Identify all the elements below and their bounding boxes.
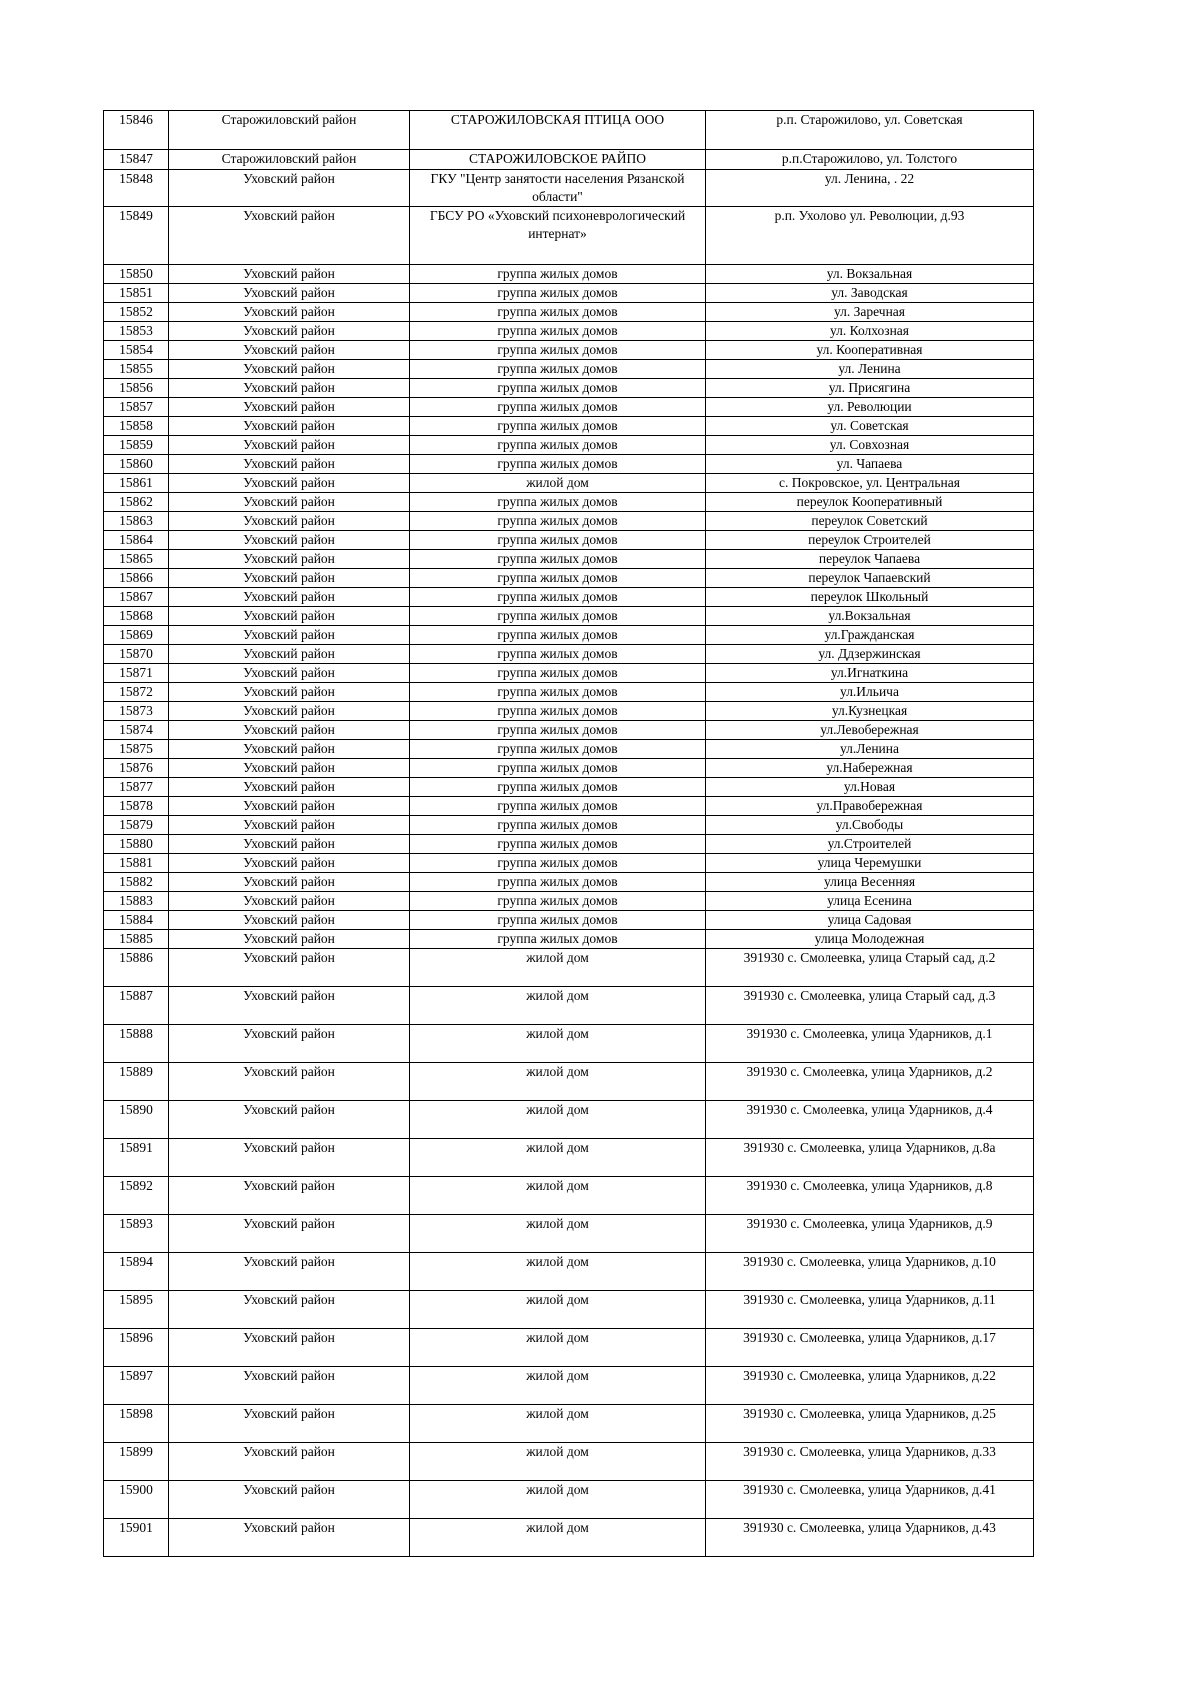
address-cell: улица Молодежная xyxy=(706,930,1034,949)
row-number-cell: 15873 xyxy=(104,702,169,721)
district-cell: Уховский район xyxy=(169,797,410,816)
table-row xyxy=(104,816,1034,835)
object-cell: группа жилых домов xyxy=(410,303,706,322)
address-cell: переулок Чапаева xyxy=(706,550,1034,569)
row-number-cell: 15848 xyxy=(104,170,169,207)
district-cell: Уховский район xyxy=(169,1519,410,1557)
object-cell: группа жилых домов xyxy=(410,417,706,436)
address-cell: переулок Чапаевский xyxy=(706,569,1034,588)
row-number-cell: 15860 xyxy=(104,455,169,474)
table-row xyxy=(104,930,1034,949)
district-cell: Уховский район xyxy=(169,493,410,512)
district-cell: Уховский район xyxy=(169,911,410,930)
table-row xyxy=(104,778,1034,797)
row-number-cell: 15885 xyxy=(104,930,169,949)
table-row xyxy=(104,284,1034,303)
address-cell: ул. Заводская xyxy=(706,284,1034,303)
district-cell: Уховский район xyxy=(169,892,410,911)
object-cell: группа жилых домов xyxy=(410,911,706,930)
table-row xyxy=(104,740,1034,759)
row-number-cell: 15868 xyxy=(104,607,169,626)
address-cell: 391930 с. Смолеевка, улица Ударников, д.4 xyxy=(706,1101,1034,1139)
address-cell: ул.Правобережная xyxy=(706,797,1034,816)
row-number-cell: 15883 xyxy=(104,892,169,911)
district-cell: Уховский район xyxy=(169,1291,410,1329)
district-cell: Уховский район xyxy=(169,455,410,474)
row-number-cell: 15850 xyxy=(104,265,169,284)
district-cell: Уховский район xyxy=(169,759,410,778)
object-cell: группа жилых домов xyxy=(410,322,706,341)
object-cell: жилой дом xyxy=(410,1215,706,1253)
row-number-cell: 15854 xyxy=(104,341,169,360)
address-cell: 391930 с. Смолеевка, улица Ударников, д.10 xyxy=(706,1253,1034,1291)
row-number-cell: 15888 xyxy=(104,1025,169,1063)
district-cell: Уховский район xyxy=(169,531,410,550)
table-row xyxy=(104,1101,1034,1139)
object-cell: жилой дом xyxy=(410,1481,706,1519)
row-number-cell: 15858 xyxy=(104,417,169,436)
row-number-cell: 15876 xyxy=(104,759,169,778)
district-cell: Уховский район xyxy=(169,170,410,207)
district-cell: Старожиловский район xyxy=(169,150,410,170)
object-cell: группа жилых домов xyxy=(410,759,706,778)
address-cell: с. Покровское, ул. Центральная xyxy=(706,474,1034,493)
address-cell: 391930 с. Смолеевка, улица Ударников, д.11 xyxy=(706,1291,1034,1329)
table-row xyxy=(104,987,1034,1025)
address-cell: р.п. Ухолово ул. Революции, д.93 xyxy=(706,207,1034,265)
row-number-cell: 15871 xyxy=(104,664,169,683)
district-cell: Уховский район xyxy=(169,1329,410,1367)
row-number-cell: 15889 xyxy=(104,1063,169,1101)
row-number-cell: 15847 xyxy=(104,150,169,170)
district-cell: Уховский район xyxy=(169,322,410,341)
object-cell: группа жилых домов xyxy=(410,455,706,474)
table-row xyxy=(104,303,1034,322)
district-cell: Уховский район xyxy=(169,607,410,626)
address-cell: ул.Левобережная xyxy=(706,721,1034,740)
row-number-cell: 15897 xyxy=(104,1367,169,1405)
address-cell: 391930 с. Смолеевка, улица Ударников, д.33 xyxy=(706,1443,1034,1481)
object-cell: группа жилых домов xyxy=(410,379,706,398)
address-cell: переулок Строителей xyxy=(706,531,1034,550)
district-cell: Уховский район xyxy=(169,740,410,759)
address-cell: ул. Совхозная xyxy=(706,436,1034,455)
row-number-cell: 15898 xyxy=(104,1405,169,1443)
table-row xyxy=(104,569,1034,588)
address-cell: 391930 с. Смолеевка, улица Старый сад, д.2 xyxy=(706,949,1034,987)
district-cell: Уховский район xyxy=(169,474,410,493)
address-cell: ул. Вокзальная xyxy=(706,265,1034,284)
address-cell: 391930 с. Смолеевка, улица Ударников, д.41 xyxy=(706,1481,1034,1519)
address-cell: переулок Советский xyxy=(706,512,1034,531)
address-cell: ул.Вокзальная xyxy=(706,607,1034,626)
row-number-cell: 15855 xyxy=(104,360,169,379)
object-cell: жилой дом xyxy=(410,474,706,493)
address-cell: ул. Ленина, . 22 xyxy=(706,170,1034,207)
object-cell: жилой дом xyxy=(410,1139,706,1177)
district-cell: Уховский район xyxy=(169,1215,410,1253)
row-number-cell: 15851 xyxy=(104,284,169,303)
row-number-cell: 15866 xyxy=(104,569,169,588)
table-row xyxy=(104,759,1034,778)
table-row xyxy=(104,322,1034,341)
object-cell: жилой дом xyxy=(410,1443,706,1481)
address-cell: ул. Революции xyxy=(706,398,1034,417)
district-cell: Уховский район xyxy=(169,854,410,873)
table-row xyxy=(104,1215,1034,1253)
object-cell: группа жилых домов xyxy=(410,797,706,816)
address-cell: ул. Присягина xyxy=(706,379,1034,398)
table-row xyxy=(104,493,1034,512)
row-number-cell: 15879 xyxy=(104,816,169,835)
object-cell: жилой дом xyxy=(410,1063,706,1101)
row-number-cell: 15882 xyxy=(104,873,169,892)
row-number-cell: 15899 xyxy=(104,1443,169,1481)
object-cell: группа жилых домов xyxy=(410,664,706,683)
table-row xyxy=(104,702,1034,721)
table-row xyxy=(104,417,1034,436)
object-cell: группа жилых домов xyxy=(410,930,706,949)
address-cell: 391930 с. Смолеевка, улица Ударников, д.9 xyxy=(706,1215,1034,1253)
district-cell: Уховский район xyxy=(169,207,410,265)
address-cell: ул.Кузнецкая xyxy=(706,702,1034,721)
address-cell: ул.Ленина xyxy=(706,740,1034,759)
table-row xyxy=(104,379,1034,398)
object-cell: группа жилых домов xyxy=(410,645,706,664)
address-cell: ул. Кооперативная xyxy=(706,341,1034,360)
row-number-cell: 15849 xyxy=(104,207,169,265)
registry-table xyxy=(103,110,1034,1557)
address-cell: ул.Набережная xyxy=(706,759,1034,778)
address-cell: улица Черемушки xyxy=(706,854,1034,873)
table-row xyxy=(104,1177,1034,1215)
object-cell: жилой дом xyxy=(410,1367,706,1405)
row-number-cell: 15881 xyxy=(104,854,169,873)
table-row xyxy=(104,854,1034,873)
table-row xyxy=(104,721,1034,740)
object-cell: группа жилых домов xyxy=(410,493,706,512)
district-cell: Уховский район xyxy=(169,1405,410,1443)
address-cell: ул. Советская xyxy=(706,417,1034,436)
district-cell: Уховский район xyxy=(169,550,410,569)
table-row xyxy=(104,1253,1034,1291)
address-cell: 391930 с. Смолеевка, улица Ударников, д.1 xyxy=(706,1025,1034,1063)
table-row xyxy=(104,170,1034,207)
row-number-cell: 15859 xyxy=(104,436,169,455)
district-cell: Уховский район xyxy=(169,645,410,664)
row-number-cell: 15884 xyxy=(104,911,169,930)
address-cell: ул.Ильича xyxy=(706,683,1034,702)
table-row xyxy=(104,892,1034,911)
object-cell: жилой дом xyxy=(410,1329,706,1367)
district-cell: Уховский район xyxy=(169,949,410,987)
table-row xyxy=(104,531,1034,550)
object-cell: СТАРОЖИЛОВСКОЕ РАЙПО xyxy=(410,150,706,170)
object-cell: жилой дом xyxy=(410,987,706,1025)
object-cell: группа жилых домов xyxy=(410,607,706,626)
table-row xyxy=(104,1367,1034,1405)
registry-table-body xyxy=(104,111,1034,1557)
row-number-cell: 15892 xyxy=(104,1177,169,1215)
address-cell: ул.Свободы xyxy=(706,816,1034,835)
object-cell: жилой дом xyxy=(410,1405,706,1443)
object-cell: жилой дом xyxy=(410,1177,706,1215)
address-cell: р.п. Старожилово, ул. Советская xyxy=(706,111,1034,150)
table-row xyxy=(104,550,1034,569)
address-cell: ул.Новая xyxy=(706,778,1034,797)
object-cell: группа жилых домов xyxy=(410,360,706,379)
address-cell: 391930 с. Смолеевка, улица Ударников, д.43 xyxy=(706,1519,1034,1557)
table-row xyxy=(104,949,1034,987)
address-cell: 391930 с. Смолеевка, улица Ударников, д.8 xyxy=(706,1177,1034,1215)
row-number-cell: 15886 xyxy=(104,949,169,987)
address-cell: переулок Кооперативный xyxy=(706,493,1034,512)
table-row xyxy=(104,1063,1034,1101)
table-row xyxy=(104,797,1034,816)
object-cell: жилой дом xyxy=(410,1291,706,1329)
address-cell: ул.Гражданская xyxy=(706,626,1034,645)
district-cell: Уховский район xyxy=(169,1443,410,1481)
row-number-cell: 15891 xyxy=(104,1139,169,1177)
address-cell: ул.Игнаткина xyxy=(706,664,1034,683)
address-cell: ул. Ддзержинская xyxy=(706,645,1034,664)
table-row xyxy=(104,265,1034,284)
object-cell: группа жилых домов xyxy=(410,512,706,531)
table-row xyxy=(104,645,1034,664)
district-cell: Уховский район xyxy=(169,398,410,417)
object-cell: группа жилых домов xyxy=(410,721,706,740)
district-cell: Уховский район xyxy=(169,265,410,284)
object-cell: жилой дом xyxy=(410,949,706,987)
object-cell: группа жилых домов xyxy=(410,816,706,835)
table-row xyxy=(104,1025,1034,1063)
address-cell: улица Садовая xyxy=(706,911,1034,930)
row-number-cell: 15862 xyxy=(104,493,169,512)
row-number-cell: 15893 xyxy=(104,1215,169,1253)
table-row xyxy=(104,474,1034,493)
object-cell: группа жилых домов xyxy=(410,873,706,892)
row-number-cell: 15865 xyxy=(104,550,169,569)
address-cell: ул. Ленина xyxy=(706,360,1034,379)
object-cell: жилой дом xyxy=(410,1253,706,1291)
row-number-cell: 15857 xyxy=(104,398,169,417)
object-cell: группа жилых домов xyxy=(410,265,706,284)
table-row xyxy=(104,835,1034,854)
object-cell: жилой дом xyxy=(410,1519,706,1557)
row-number-cell: 15874 xyxy=(104,721,169,740)
object-cell: жилой дом xyxy=(410,1025,706,1063)
row-number-cell: 15901 xyxy=(104,1519,169,1557)
object-cell: группа жилых домов xyxy=(410,778,706,797)
address-cell: 391930 с. Смолеевка, улица Ударников, д.2 xyxy=(706,1063,1034,1101)
row-number-cell: 15867 xyxy=(104,588,169,607)
district-cell: Уховский район xyxy=(169,512,410,531)
district-cell: Уховский район xyxy=(169,873,410,892)
object-cell: группа жилых домов xyxy=(410,531,706,550)
row-number-cell: 15890 xyxy=(104,1101,169,1139)
district-cell: Уховский район xyxy=(169,1367,410,1405)
row-number-cell: 15877 xyxy=(104,778,169,797)
object-cell: группа жилых домов xyxy=(410,835,706,854)
table-row xyxy=(104,398,1034,417)
district-cell: Уховский район xyxy=(169,417,410,436)
object-cell: ГБСУ РО «Уховский психоневрологический интернат» xyxy=(410,207,706,265)
district-cell: Уховский район xyxy=(169,664,410,683)
district-cell: Уховский район xyxy=(169,835,410,854)
address-cell: 391930 с. Смолеевка, улица Ударников, д.22 xyxy=(706,1367,1034,1405)
object-cell: группа жилых домов xyxy=(410,854,706,873)
address-cell: р.п.Старожилово, ул. Толстого xyxy=(706,150,1034,170)
district-cell: Уховский район xyxy=(169,1253,410,1291)
district-cell: Уховский район xyxy=(169,284,410,303)
district-cell: Уховский район xyxy=(169,303,410,322)
row-number-cell: 15895 xyxy=(104,1291,169,1329)
row-number-cell: 15863 xyxy=(104,512,169,531)
object-cell: группа жилых домов xyxy=(410,588,706,607)
district-cell: Уховский район xyxy=(169,569,410,588)
row-number-cell: 15846 xyxy=(104,111,169,150)
district-cell: Уховский район xyxy=(169,702,410,721)
table-row xyxy=(104,1291,1034,1329)
address-cell: ул. Колхозная xyxy=(706,322,1034,341)
district-cell: Уховский район xyxy=(169,930,410,949)
district-cell: Старожиловский район xyxy=(169,111,410,150)
table-row xyxy=(104,1519,1034,1557)
table-row xyxy=(104,150,1034,170)
row-number-cell: 15894 xyxy=(104,1253,169,1291)
table-row xyxy=(104,455,1034,474)
table-row xyxy=(104,664,1034,683)
table-row xyxy=(104,683,1034,702)
table-row xyxy=(104,911,1034,930)
table-row xyxy=(104,873,1034,892)
district-cell: Уховский район xyxy=(169,1101,410,1139)
address-cell: 391930 с. Смолеевка, улица Ударников, д.25 xyxy=(706,1405,1034,1443)
address-cell: переулок Школьный xyxy=(706,588,1034,607)
table-row xyxy=(104,360,1034,379)
object-cell: группа жилых домов xyxy=(410,436,706,455)
district-cell: Уховский район xyxy=(169,1177,410,1215)
table-row xyxy=(104,1405,1034,1443)
address-cell: 391930 с. Смолеевка, улица Ударников, д.17 xyxy=(706,1329,1034,1367)
district-cell: Уховский район xyxy=(169,1481,410,1519)
district-cell: Уховский район xyxy=(169,1063,410,1101)
table-row xyxy=(104,341,1034,360)
row-number-cell: 15852 xyxy=(104,303,169,322)
row-number-cell: 15856 xyxy=(104,379,169,398)
object-cell: группа жилых домов xyxy=(410,398,706,417)
address-cell: улица Есенина xyxy=(706,892,1034,911)
row-number-cell: 15896 xyxy=(104,1329,169,1367)
object-cell: группа жилых домов xyxy=(410,569,706,588)
district-cell: Уховский район xyxy=(169,816,410,835)
table-row xyxy=(104,626,1034,645)
row-number-cell: 15870 xyxy=(104,645,169,664)
district-cell: Уховский район xyxy=(169,360,410,379)
object-cell: группа жилых домов xyxy=(410,683,706,702)
object-cell: группа жилых домов xyxy=(410,702,706,721)
table-row xyxy=(104,111,1034,150)
table-row xyxy=(104,607,1034,626)
table-row xyxy=(104,588,1034,607)
table-row xyxy=(104,1139,1034,1177)
object-cell: СТАРОЖИЛОВСКАЯ ПТИЦА ООО xyxy=(410,111,706,150)
object-cell: жилой дом xyxy=(410,1101,706,1139)
row-number-cell: 15853 xyxy=(104,322,169,341)
table-row xyxy=(104,512,1034,531)
object-cell: группа жилых домов xyxy=(410,626,706,645)
object-cell: группа жилых домов xyxy=(410,284,706,303)
district-cell: Уховский район xyxy=(169,341,410,360)
row-number-cell: 15861 xyxy=(104,474,169,493)
address-cell: 391930 с. Смолеевка, улица Старый сад, д.3 xyxy=(706,987,1034,1025)
row-number-cell: 15887 xyxy=(104,987,169,1025)
address-cell: ул. Заречная xyxy=(706,303,1034,322)
table-row xyxy=(104,1481,1034,1519)
table-row xyxy=(104,1443,1034,1481)
row-number-cell: 15878 xyxy=(104,797,169,816)
object-cell: группа жилых домов xyxy=(410,550,706,569)
district-cell: Уховский район xyxy=(169,436,410,455)
address-cell: 391930 с. Смолеевка, улица Ударников, д.8а xyxy=(706,1139,1034,1177)
row-number-cell: 15872 xyxy=(104,683,169,702)
address-cell: ул. Чапаева xyxy=(706,455,1034,474)
row-number-cell: 15869 xyxy=(104,626,169,645)
district-cell: Уховский район xyxy=(169,1025,410,1063)
object-cell: группа жилых домов xyxy=(410,740,706,759)
table-row xyxy=(104,436,1034,455)
table-row xyxy=(104,207,1034,265)
row-number-cell: 15880 xyxy=(104,835,169,854)
row-number-cell: 15875 xyxy=(104,740,169,759)
district-cell: Уховский район xyxy=(169,588,410,607)
table-row xyxy=(104,1329,1034,1367)
row-number-cell: 15864 xyxy=(104,531,169,550)
address-cell: улица Весенняя xyxy=(706,873,1034,892)
district-cell: Уховский район xyxy=(169,721,410,740)
district-cell: Уховский район xyxy=(169,778,410,797)
district-cell: Уховский район xyxy=(169,683,410,702)
district-cell: Уховский район xyxy=(169,626,410,645)
district-cell: Уховский район xyxy=(169,379,410,398)
address-cell: ул.Строителей xyxy=(706,835,1034,854)
object-cell: ГКУ "Центр занятости населения Рязанской области" xyxy=(410,170,706,207)
object-cell: группа жилых домов xyxy=(410,892,706,911)
row-number-cell: 15900 xyxy=(104,1481,169,1519)
district-cell: Уховский район xyxy=(169,1139,410,1177)
district-cell: Уховский район xyxy=(169,987,410,1025)
object-cell: группа жилых домов xyxy=(410,341,706,360)
